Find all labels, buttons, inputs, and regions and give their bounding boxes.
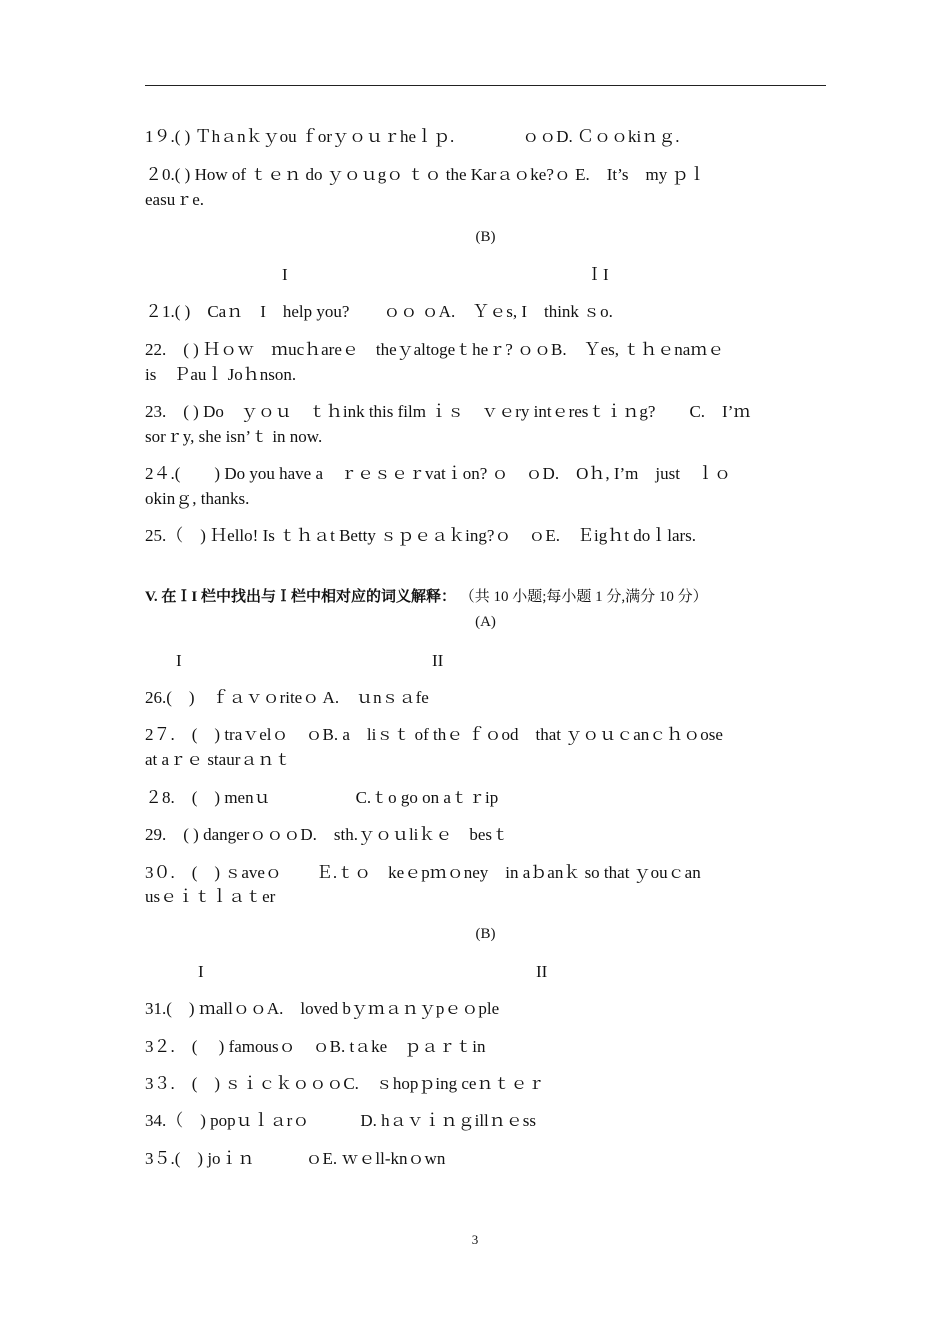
column-i-label-a: I	[176, 651, 182, 670]
section-v-a-label: (A)	[475, 614, 496, 630]
column-ii-label-b: II	[536, 962, 548, 981]
question-23-line2: sorｒy, she isn’ｔ in now.	[145, 427, 323, 446]
question-35: 3５.( ) joｉｎ ｏE. ｗｅll-knｏwn	[145, 1149, 446, 1168]
column-i-label: I	[282, 265, 288, 284]
question-20-line1: ２0.( ) How of ｔｅｎ do ｙｏｕgｏ ｔｏ the Karａｏke?ｏ E. It’s my ｐｌ	[145, 165, 706, 184]
question-22-line2: is Ｐauｌ Joｈnson.	[145, 365, 297, 384]
question-32: 3２. ( ) famousｏ ｏB. tａke ｐａｒｔin	[145, 1037, 486, 1056]
section-b-label: (B)	[475, 229, 496, 245]
question-28: ２8. ( ) menｕ C.ｔo go on aｔｒip	[145, 788, 499, 807]
column-ii-label-a: II	[432, 651, 444, 670]
question-23-line1: 23. ( ) Do ｙｏｕ ｔｈink this film ｉｓ ｖｅry intｅresｔｉｎg? C. I’ｍ	[145, 402, 751, 421]
question-30-line1: 3０. ( ) ｓaveｏ Ｅ.ｔｏ keｅpｍｏney in aｂanｋ so that ｙouｃan	[145, 863, 701, 882]
page-number: 3	[471, 1232, 479, 1247]
question-24-line1: 2４.( ) Do you have a ｒｅｓｅｒvatｉon? ｏ ｏD. Oｈ, I’m just ｌｏ	[145, 464, 731, 483]
question-34: 34.（ ) popｕｌａrｏ D. hａｖｉｎｇillｎｅss	[145, 1111, 536, 1130]
question-31: 31.( ) ｍallｏｏA. loved bｙｍａｎｙpｅｏple	[145, 999, 500, 1018]
section-v-title: V. 在ＩI 栏中找出与Ｉ栏中相对应的词义解释：	[145, 589, 456, 605]
question-26: 26.( ) ｆａｖｏriteｏ A. ｕnｓａfe	[145, 688, 429, 707]
question-30-line2: usｅｉｔｌａｔer	[145, 887, 276, 906]
question-27-line2: at aｒｅ staurａｎｔ	[145, 750, 292, 769]
question-22-line1: 22. ( ) Ｈｏｗ ｍucｈareｅ theｙaltogeｔheｒ? ｏｏB. Ｙes, ｔｈｅnaｍｅ	[145, 340, 725, 359]
header-rule	[145, 85, 826, 86]
question-21: ２1.( ) Caｎ I help you? ｏｏ ｏA. Ｙｅs, I think ｓo.	[145, 302, 613, 321]
question-33: 3３. ( ) ｓｉｃｋｏｏｏC. ｓhopｐing ceｎｔｅｒ	[145, 1074, 545, 1093]
column-ii-label: ＩI	[586, 265, 609, 284]
question-20-line2: easuｒe.	[145, 190, 205, 209]
section-v-scoring-note: （共 10 小题;每小题 1 分,满分 10 分）	[459, 589, 708, 605]
question-19: 1９.( ) Ｔhａnｋｙou ｆorｙｏｕｒheｌｐ. ｏｏD. Ｃｏｏkiｎｇ.	[145, 127, 680, 146]
question-29: 29. ( ) dangerｏｏｏD. sth.ｙｏｕliｋｅ besｔ	[145, 825, 510, 844]
section-v-b-label: (B)	[475, 926, 496, 942]
question-24-line2: okinｇ, thanks.	[145, 489, 250, 508]
section-v-heading	[145, 585, 826, 610]
question-27-line1: 2７. ( ) traｖelｏ ｏB. a liｓｔ of thｅ ｆｏod that ｙｏｕｃanｃｈｏose	[145, 725, 723, 744]
question-25: 25.（ ) Ｈello! Is ｔｈａt Betty ｓｐｅａｋing?ｏ ｏE. Ｅigｈt doｌlars.	[145, 526, 697, 545]
column-i-label-b: I	[198, 962, 204, 981]
